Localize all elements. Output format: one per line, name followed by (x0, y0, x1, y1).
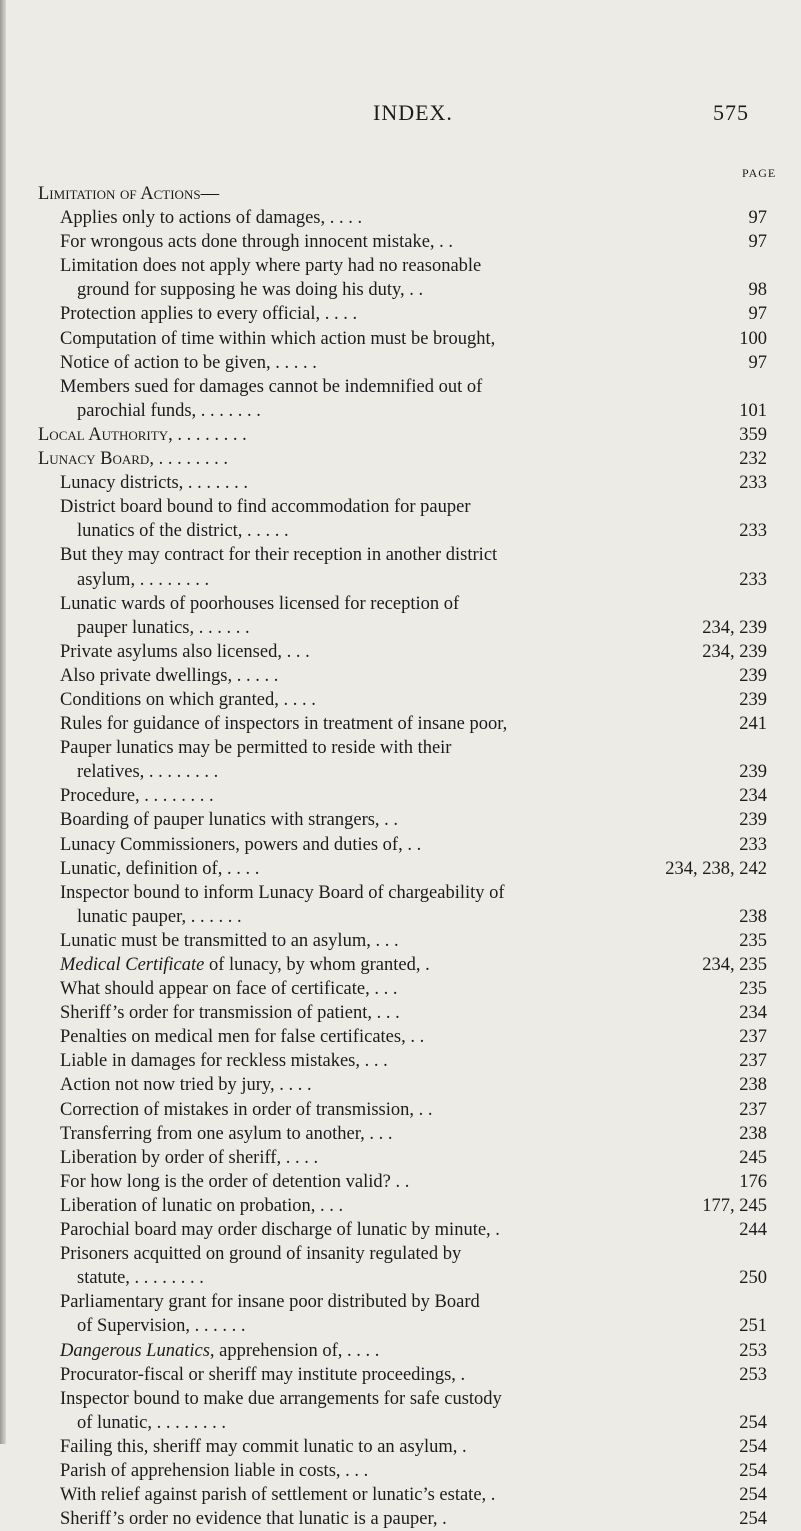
page-ref: 176 (739, 1171, 767, 1192)
index-entry (0, 230, 801, 254)
entry-text (60, 543, 497, 567)
heading-term: Limitation of Actions (38, 184, 201, 204)
entry-text (60, 230, 453, 254)
page-header (0, 100, 801, 130)
entry-text-body: Pauper lunatics may be permitted to reside with their (60, 738, 452, 759)
entry-text-body: parochial funds, . . . . . . . (77, 400, 261, 421)
entry-text (77, 1411, 226, 1435)
entry-text-body: , . . . . . . . . (168, 424, 247, 445)
entry-text-body: of Supervision, . . . . . . (77, 1316, 246, 1337)
page-ref: 239 (739, 762, 767, 783)
page-ref: 98 (748, 280, 767, 301)
index-entry (0, 471, 801, 495)
entry-text (60, 1459, 368, 1483)
entry-text (60, 375, 482, 399)
entry-text-body: ground for supposing he was doing his duty, . . (77, 280, 424, 301)
entry-text-body: Inspector bound to make due arrangements for safe custody (60, 1388, 502, 1409)
index-entry (0, 1146, 801, 1170)
index-entry (0, 302, 801, 326)
entry-text-body: Lunatic wards of poorhouses licensed for reception of (60, 593, 460, 614)
entry-text-body: Procurator-fiscal or sheriff may institute proceedings, . (60, 1364, 466, 1385)
entry-text-body: Notice of action to be given, . . . . . (60, 352, 317, 373)
page-ref: 235 (739, 979, 767, 1000)
heading-term: Lunacy Board (38, 449, 150, 470)
entry-text-body: Lunatic, definition of, . . . . (60, 858, 260, 879)
page-ref: 359 (739, 424, 767, 445)
entry-text (60, 1218, 500, 1242)
index-entry (0, 1507, 801, 1531)
index-entry (0, 1073, 801, 1097)
index-entry (0, 375, 801, 399)
entry-text (60, 1290, 480, 1314)
entry-text-body: , . . . . . . . . (149, 449, 228, 470)
entry-text (60, 592, 459, 616)
index-heading (0, 182, 801, 206)
entry-text-body: statute, . . . . . . . . (77, 1268, 204, 1289)
entry-text-body: lunatic pauper, . . . . . . (77, 906, 242, 927)
page-ref: 238 (739, 906, 767, 927)
entry-text-body: Correction of mistakes in order of transmission, . . (60, 1099, 433, 1120)
page-ref: 232 (739, 449, 767, 470)
entry-text (60, 857, 259, 881)
index-entry (0, 664, 801, 688)
page-ref: 234, 235 (702, 955, 767, 975)
entry-text-body: — (200, 184, 220, 204)
page-ref: 251 (739, 1316, 767, 1337)
entry-text (60, 495, 471, 519)
index-entry (0, 327, 801, 351)
index-entry (0, 1290, 801, 1314)
entry-text-body: Parliamentary grant for insane poor distributed by Board (60, 1292, 480, 1313)
entry-text-body: Parochial board may order discharge of lunatic by minute, . (60, 1220, 500, 1241)
index-entry (0, 1242, 801, 1266)
entry-text (60, 881, 505, 905)
index-entry (0, 1098, 801, 1122)
page-ref: 233 (739, 834, 767, 855)
index-entry (0, 1483, 801, 1507)
page-ref: 101 (739, 400, 767, 421)
entry-text (60, 1098, 433, 1122)
index-entry (0, 1170, 801, 1194)
entry-text-body: What should appear on face of certificate, . . . (60, 979, 398, 1000)
entry-text (60, 1387, 502, 1411)
entry-text (60, 712, 507, 736)
index-entry (0, 833, 801, 857)
entry-text-body: Lunacy Commissioners, powers and duties of, . . (60, 834, 422, 855)
entry-text (60, 929, 399, 953)
entry-text (77, 905, 242, 929)
entry-text (60, 1049, 388, 1073)
page-number: 575 (713, 100, 749, 125)
page-ref: 254 (739, 1485, 767, 1506)
entry-text (60, 784, 214, 808)
index-entry (0, 592, 801, 616)
entry-text (38, 447, 228, 471)
index-entry (0, 1435, 801, 1459)
entry-text (60, 302, 357, 326)
entry-text-body: pauper lunatics, . . . . . . (77, 617, 250, 638)
running-title: INDEX. (373, 100, 453, 125)
entry-text-body: Limitation does not apply where party had no reasonable (60, 256, 482, 277)
entry-text (38, 423, 247, 447)
entry-text-body: District board bound to find accommodation for pauper (60, 497, 471, 518)
page-ref: 97 (748, 352, 767, 373)
index-entry (0, 1218, 801, 1242)
entry-text-body: Sheriff’s order no evidence that lunatic is a pauper, . (60, 1509, 447, 1530)
entry-text (77, 1314, 246, 1338)
entry-text (60, 1483, 495, 1507)
entry-text-body: For how long is the order of detention valid? . . (60, 1171, 410, 1192)
page-ref: 100 (739, 328, 767, 349)
entry-text (60, 351, 317, 375)
entry-text (60, 1122, 393, 1146)
entry-text (60, 1194, 343, 1218)
index-entries (0, 182, 801, 1531)
entry-text (60, 664, 278, 688)
entry-text (60, 327, 495, 351)
page-ref: 234, 239 (702, 641, 767, 662)
page-ref: 233 (739, 569, 767, 590)
entry-text-body: relatives, . . . . . . . . (77, 762, 219, 783)
page-ref: 254 (739, 1509, 767, 1530)
index-entry (0, 1122, 801, 1146)
index-entry (0, 1363, 801, 1387)
entry-text-body: For wrongous acts done through innocent mistake, . . (60, 232, 454, 253)
entry-text (77, 399, 261, 423)
index-entry (0, 736, 801, 760)
index-entry (0, 688, 801, 712)
entry-text (60, 640, 310, 664)
entry-text (60, 1025, 424, 1049)
entry-text-body: Applies only to actions of damages, . . . . (60, 208, 363, 229)
entry-text (60, 953, 430, 977)
page-ref: 250 (739, 1268, 767, 1289)
entry-text-body: asylum, . . . . . . . . (77, 569, 210, 590)
entry-text (77, 616, 250, 640)
italic-term: Dangerous Lunatics (60, 1340, 210, 1361)
index-entry (0, 399, 801, 423)
entry-text (60, 1146, 318, 1170)
page-ref: 238 (739, 1075, 767, 1096)
entry-text (60, 1073, 312, 1097)
index-entry (0, 712, 801, 736)
index-entry (0, 1387, 801, 1411)
index-entry (0, 808, 801, 832)
page-ref: 254 (739, 1412, 767, 1433)
entry-text (60, 1339, 379, 1363)
page-ref: 238 (739, 1123, 767, 1144)
page-ref: 244 (739, 1220, 767, 1241)
index-entry (0, 881, 801, 905)
entry-text-body: Rules for guidance of inspectors in treatment of insane poor, (60, 714, 508, 735)
page-ref: 237 (739, 1099, 767, 1120)
entry-text-body: Inspector bound to inform Lunacy Board of chargeability of (60, 882, 505, 903)
entry-text-body: of lunatic, . . . . . . . . (77, 1412, 227, 1433)
entry-text-body: Liberation of lunatic on probation, . . . (60, 1195, 344, 1216)
page-ref: 241 (739, 714, 767, 735)
index-entry (0, 784, 801, 808)
entry-text (77, 1266, 204, 1290)
entry-text (60, 688, 316, 712)
entry-text (60, 254, 481, 278)
page-ref: 234, 238, 242 (665, 858, 767, 879)
entry-text (60, 206, 362, 230)
entry-text-body: Prisoners acquitted on ground of insanity regulated by (60, 1244, 462, 1265)
index-heading (0, 423, 801, 447)
entry-text (60, 977, 397, 1001)
index-entry (0, 1339, 801, 1363)
page-ref: 233 (739, 521, 767, 542)
index-entry (0, 519, 801, 543)
entry-text-body: Sheriff’s order for transmission of patient, . . . (60, 1003, 400, 1024)
entry-text (60, 1242, 461, 1266)
entry-text-body: Penalties on medical men for false certificates, . . (60, 1027, 425, 1048)
entry-text-body: Computation of time within which action must be brought, (60, 328, 496, 349)
index-entry (0, 905, 801, 929)
page-ref: 97 (748, 232, 767, 253)
page-ref: 97 (748, 304, 767, 325)
index-entry (0, 640, 801, 664)
entry-text-body: With relief against parish of settlement or lunatic’s estate, . (60, 1485, 496, 1506)
entry-text (60, 1507, 447, 1531)
page-ref: 237 (739, 1027, 767, 1048)
page-ref: 253 (739, 1364, 767, 1385)
index-entry (0, 1459, 801, 1483)
entry-text-body: Parish of apprehension liable in costs, . . . (60, 1460, 369, 1481)
page-ref: 239 (739, 665, 767, 686)
index-entry (0, 1314, 801, 1338)
page-ref: 237 (739, 1051, 767, 1072)
index-entry (0, 543, 801, 567)
index-heading (0, 447, 801, 471)
index-entry (0, 495, 801, 519)
entry-text (60, 736, 451, 760)
entry-text-body: Liberation by order of sheriff, . . . . (60, 1147, 319, 1168)
entry-text (60, 1170, 409, 1194)
index-entry (0, 254, 801, 278)
italic-term: Medical Certificate (60, 955, 205, 975)
page-ref: 245 (739, 1147, 767, 1168)
entry-text (60, 833, 421, 857)
entry-text (60, 1001, 400, 1025)
entry-text-body: Action not now tried by jury, . . . . (60, 1075, 312, 1096)
entry-text-body: Private asylums also licensed, . . . (60, 641, 310, 662)
index-entry (0, 1411, 801, 1435)
entry-text-body: Failing this, sheriff may commit lunatic to an asylum, . (60, 1436, 467, 1457)
page-ref: 254 (739, 1460, 767, 1481)
page-ref: 235 (739, 930, 767, 951)
entry-text (60, 471, 248, 495)
entry-text-body: But they may contract for their reception in another district (60, 545, 498, 566)
page-ref: 233 (739, 473, 767, 494)
page-ref: 254 (739, 1436, 767, 1457)
entry-text (77, 760, 218, 784)
entry-text (77, 568, 209, 592)
entry-text-body: of lunacy, by whom granted, . (204, 955, 430, 975)
entry-text-body: , apprehension of, . . . . (209, 1340, 380, 1361)
index-entry (0, 1001, 801, 1025)
index-entry (0, 977, 801, 1001)
heading-term: Local Authority (38, 424, 169, 445)
page-ref: 234 (739, 786, 767, 807)
index-entry (0, 857, 801, 881)
entry-text-body: Boarding of pauper lunatics with strangers, . . (60, 810, 399, 831)
page-column-label: PAGE (742, 166, 777, 180)
index-entry (0, 1266, 801, 1290)
index-entry (0, 206, 801, 230)
entry-text-body: Protection applies to every official, . . . . (60, 304, 358, 325)
entry-text-body: lunatics of the district, . . . . . (77, 521, 289, 542)
page-ref: 239 (739, 689, 767, 710)
entry-text-body: Conditions on which granted, . . . . (60, 689, 316, 710)
entry-text (38, 182, 219, 206)
entry-text-body: Members sued for damages cannot be indemnified out of (60, 376, 483, 397)
entry-text-body: Procedure, . . . . . . . . (60, 786, 214, 807)
page-ref: 177, 245 (702, 1195, 767, 1216)
entry-text (77, 519, 289, 543)
index-entry (0, 760, 801, 784)
entry-text-body: Transferring from one asylum to another, . . . (60, 1123, 393, 1144)
page-ref: 234 (739, 1003, 767, 1024)
entry-text-body: Lunacy districts, . . . . . . . (60, 473, 249, 494)
index-entry (0, 1025, 801, 1049)
entry-text (77, 278, 423, 302)
index-entry (0, 278, 801, 302)
page-ref: 253 (739, 1340, 767, 1361)
index-entry (0, 1049, 801, 1073)
entry-text-body: Lunatic must be transmitted to an asylum, . . . (60, 930, 399, 951)
entry-text-body: Liable in damages for reckless mistakes, . . . (60, 1051, 388, 1072)
index-entry (0, 568, 801, 592)
index-entry (0, 929, 801, 953)
page-ref: 239 (739, 810, 767, 831)
index-entry (0, 1194, 801, 1218)
entry-text (60, 1363, 465, 1387)
entry-text (60, 808, 398, 832)
index-entry (0, 351, 801, 375)
page-ref: 97 (748, 208, 767, 229)
entry-text (60, 1435, 467, 1459)
index-entry (0, 953, 801, 977)
index-entry (0, 616, 801, 640)
page-ref: 234, 239 (702, 617, 767, 638)
entry-text-body: Also private dwellings, . . . . . (60, 665, 279, 686)
